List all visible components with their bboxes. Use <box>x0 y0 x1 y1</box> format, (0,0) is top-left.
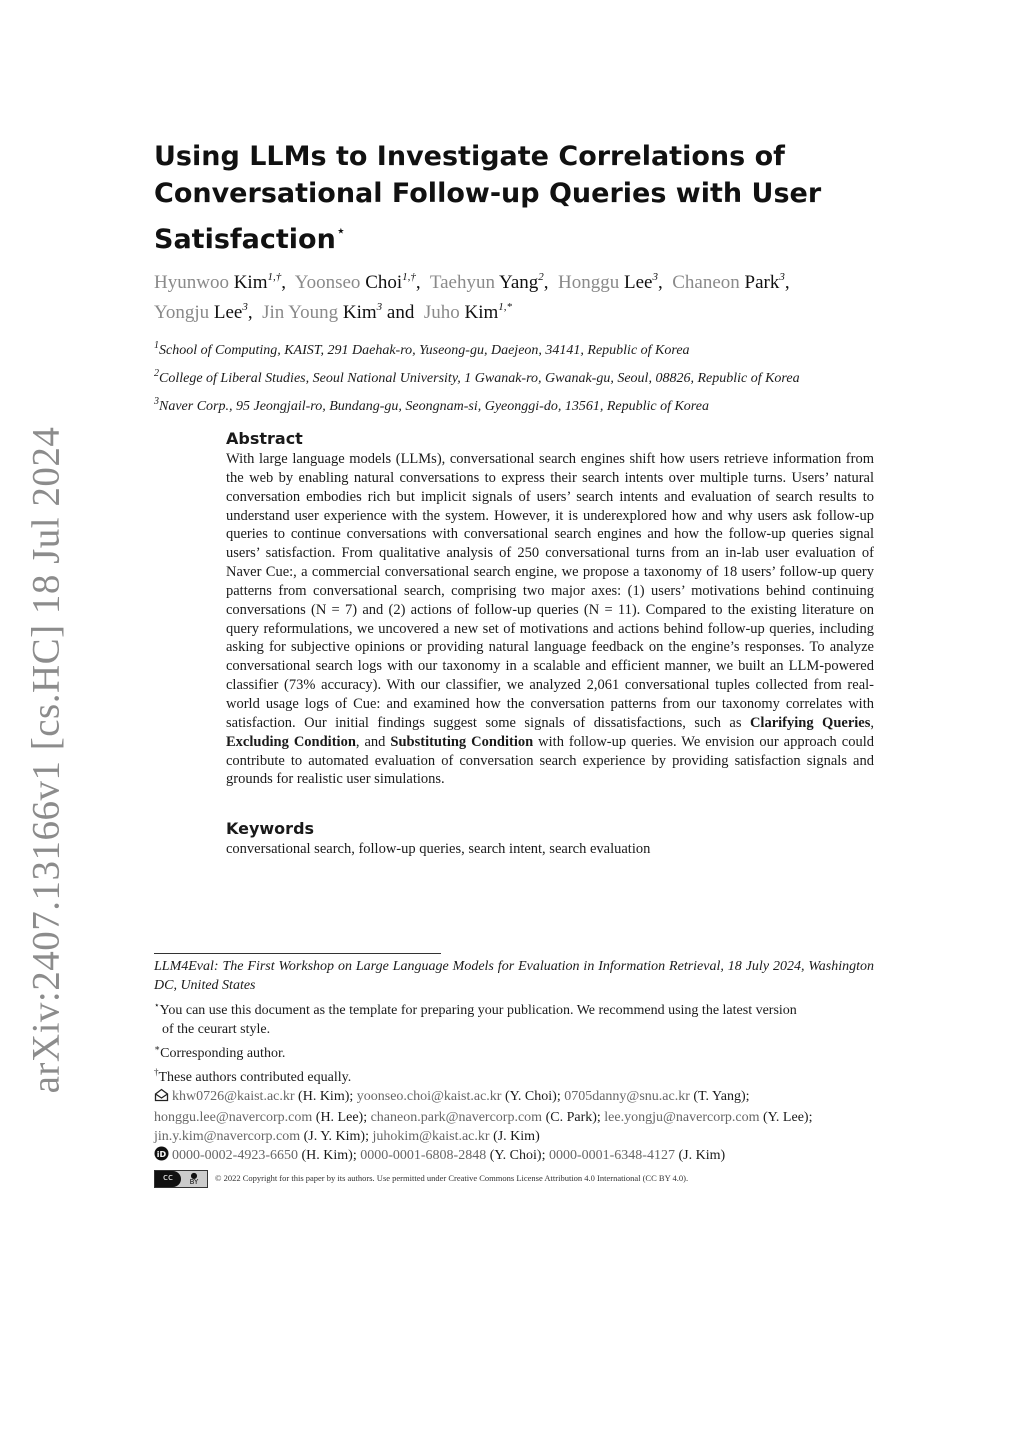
email-link[interactable]: jin.y.kim@navercorp.com <box>154 1129 301 1144</box>
author: Yongju Lee$^3$ <box>154 301 248 323</box>
envelope-icon <box>154 1088 169 1108</box>
affiliation-item: $^3$Naver Corp., 95 Jeongjail-ro, Bundang-gu, Seongnam-si, Gyeonggi-do, 13561, Republic of Korea <box>154 396 709 414</box>
arxiv-side-stamp: arXiv:2407.13166v1 [cs.HC] 18 Jul 2024 <box>24 426 68 1094</box>
title-line-3: Satisfaction <box>154 224 336 255</box>
orcid-link[interactable]: 0000-0001-6348-4127 <box>548 1148 675 1163</box>
paper-title <box>154 138 854 258</box>
email-list: khw0726@kaist.ac.kr (H. Kim); yoonseo.choi@kaist.ac.kr (Y. Choi); 0705danny@snu.ac.kr (T. Yang); honggu.lee@navercorp.com (H. Lee); chaneon.park@navercorp.com (C. Park); lee.yongju@navercorp.com (Y. Lee); jin.y.kim@navercorp.com (J. Y. Kim); juhokim@kaist.ac.kr (J. Kim) <box>154 1089 813 1144</box>
email-link[interactable]: chaneon.park@navercorp.com <box>370 1110 543 1125</box>
title-line-2: Conversational Follow-up Queries with User <box>154 178 822 209</box>
term-clarifying-queries: Clarifying Queries <box>749 714 871 731</box>
cc-by-badge <box>154 1170 208 1188</box>
author-list: Hyunwoo Kim$^{1,\dagger}$, Yoonseo Choi$^{1,\dagger}$, Taehyun Yang$^2$, Honggu Lee$^3$, Chaneon Park$^3$, Yongju Lee$^3$, Jin Young Kim$^3$ and Juho Kim$^{1,*}$ <box>154 271 790 323</box>
email-link[interactable]: yoonseo.choi@kaist.ac.kr <box>356 1089 502 1104</box>
keywords-heading: Keywords <box>226 819 315 838</box>
author: Yoonseo Choi$^{1,\dagger}$ <box>294 271 416 293</box>
template-footnote: ⋆You can use this document as the template for preparing your publication. We recommend using the latest version <box>154 1000 797 1018</box>
cc-logo-icon: cc <box>155 1171 181 1187</box>
email-link[interactable]: juhokim@kaist.ac.kr <box>372 1129 490 1144</box>
venue-note: LLM4Eval: The First Workshop on Large Language Models for Evaluation in Information Retrieval, 18 July 2024, Washington DC, United States <box>154 959 874 993</box>
orcid-icon <box>154 1146 169 1167</box>
affiliation-item: $^1$School of Computing, KAIST, 291 Daehak-ro, Yuseong-gu, Daejeon, 34141, Republic of Korea <box>154 340 690 358</box>
author: Hyunwoo Kim$^{1,\dagger}$ <box>154 271 282 293</box>
email-link[interactable]: khw0726@kaist.ac.kr <box>172 1089 295 1104</box>
author: Chaneon Park$^3$ <box>672 271 785 293</box>
title-footnote-mark: ⋆ <box>335 221 346 240</box>
title-line-1: Using LLMs to Investigate Correlations of <box>154 141 785 172</box>
email-link[interactable]: honggu.lee@navercorp.com <box>154 1110 313 1125</box>
corresponding-footnote: ∗Corresponding author. <box>154 1043 286 1061</box>
template-footnote-cont: of the ceurart style. <box>162 1022 271 1037</box>
email-link[interactable]: 0705danny@snu.ac.kr <box>564 1089 690 1104</box>
orcid-link[interactable]: 0000-0001-6808-2848 <box>360 1148 487 1163</box>
by-attribution-icon: ● BY <box>189 1170 199 1186</box>
term-substituting-condition: Substituting Condition <box>390 733 534 750</box>
author: Taehyun Yang$^2$ <box>429 271 544 293</box>
author: Juho Kim$^{1,*}$ <box>423 301 513 323</box>
license-text: © 2022 Copyright for this paper by its authors. Use permitted under Creative Commons License Attribution 4.0 International (CC BY 4.0). <box>215 1173 689 1183</box>
author: Honggu Lee$^3$ <box>558 271 658 293</box>
orcid-link[interactable]: 0000-0002-4923-6650 <box>172 1148 298 1163</box>
abstract-heading: Abstract <box>226 429 303 448</box>
keywords-text: conversational search, follow-up queries, search intent, search evaluation <box>226 841 651 857</box>
email-link[interactable]: lee.yongju@navercorp.com <box>604 1110 760 1125</box>
license-row <box>154 1169 874 1188</box>
author: Jin Young Kim$^3$ <box>262 301 383 323</box>
affiliation-item: $^2$College of Liberal Studies, Seoul National University, 1 Gwanak-ro, Gwanak-gu, Seoul, 08826, Republic of Korea <box>154 368 800 386</box>
equal-contribution-footnote: †These authors contributed equally. <box>154 1067 352 1085</box>
abstract-text: With large language models (LLMs), conversational search engines shift how users retrieve information from the web by enabling natural conversations to express their search intents over multiple turns. Users’ natural conversation embodies rich but implicit signals of users’ search intents and evaluation of search results to understand user experience with the system. However, it is underexplored how and why users ask follow-up queries to continue conversations with conversational search engines and how the follow-up queries signal users’ satisfaction. From qualitative analysis of 250 conversational turns from an in-lab user evaluation of Naver Cue:, a commercial conversational search engine, we propose a taxonomy of 18 users’ follow-up query patterns from conversational search, comprising two major axes: (1) users’ motivations behind continuing conversations (N = 7) and (2) actions of follow-up queries (N = 11). Compared to the existing literature on query reformulations, we uncovered a new set of motivations and actions behind follow-up queries, including asking for subjective opinions or providing natural language feedback on the engine’s responses. To analyze conversational search logs with our taxonomy in a scalable and efficient manner, we built an LLM-powered classifier (73% accuracy). With our classifier, we analyzed 2,061 conversational tuples collected from real-world usage logs of Cue: and examined how the conversation patterns from our taxonomy correlates with satisfaction. Our initial findings suggest some signals of dissatisfactions, such as Clarifying Queries, Excluding Condition, and Substituting Condition with follow-up queries. We envision our approach could contribute to automated evaluation of conversation search experience by providing satisfaction signals and grounds for realistic user simulations. <box>226 451 874 788</box>
orcid-list: iD 0000-0002-4923-6650 (H. Kim); 0000-0001-6808-2848 (Y. Choi); 0000-0001-6348-4127 (J. Kim) <box>154 1146 874 1167</box>
authors-and: and <box>386 302 415 323</box>
affiliations <box>154 334 874 418</box>
footnotes <box>154 957 874 1188</box>
svg-text:iD: iD <box>156 1149 167 1159</box>
term-excluding-condition: Excluding Condition <box>226 733 356 750</box>
footnote-rule <box>154 953 441 954</box>
